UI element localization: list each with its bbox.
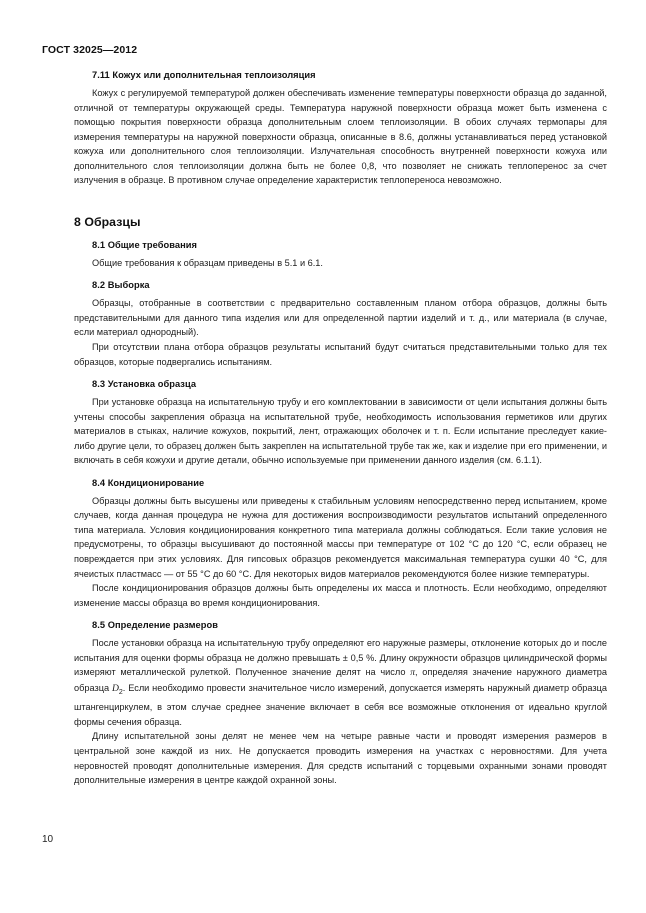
variable-outer-diameter [112, 683, 123, 694]
section-8-5 [74, 620, 607, 787]
section-8-1-paragraph-1: Общие требования к образцам приведены в 5.1 и 6.1. [92, 257, 323, 268]
section-8-1 [74, 240, 607, 271]
pi-symbol: π [410, 667, 415, 679]
section-8-3-paragraph-1: При установке образца на испытательную трубу и его комплектовании в зависимости от цели испытания должны быть учтены способы закрепления образца на испытательной трубе, необходимость использования герметиков или других материалов в стыках, наличие кожухов, покрытий, лент, отражающих оболочек и т. п. Если испытание преследует какие-либо другие цели, то образец должен быть закреплен на испытательной трубе так же, как и изделие при его применении, и включать в себя кожухи и другие детали, обычно используемые при применении данного изделия (см. 6.1.1). [74, 397, 607, 466]
section-heading-8-2: 8.2 Выборка [92, 280, 150, 291]
section-heading-7-11: 7.11 Кожух или дополнительная теплоизоляция [92, 70, 316, 80]
variable-subscript: 2 [118, 688, 123, 696]
section-8-5-paragraph-1 [74, 636, 607, 729]
section-7-11 [74, 70, 607, 188]
section-8 [74, 215, 607, 229]
section-8-2-paragraph-1: Образцы, отобранные в соответствии с предварительно составленным планом отбора образцов, должны быть представительными для данного типа изделия или для определенной партии изделий и т. д., или материала (в случае, если материал однородный). [74, 298, 607, 338]
text-run-before: После установки образца на испытательную трубу определяют его наружные размеры, отклонение которых до и после испытания для оценки формы образца не должно превышать ± 0,5 %. Длину окружности образцов цилиндрической формы измеряют металлической рулеткой. Полученное значение делят на число [74, 638, 607, 678]
section-heading-8-4: 8.4 Кондиционирование [92, 477, 205, 488]
section-7-11-paragraph-1: Кожух с регулируемой температурой должен обеспечивать изменение температуры поверхности образца до заданной, отличной от температуры окружающей среды. Температура наружной поверхности образца может быть изменена с помощью покрытия поверхности образца дополнительным слоем теплоизоляции. В обоих случаях термопары для измерения температуры на наружной поверхности образца, описанные в 8.6, должны устанавливаться перед установкой кожуха или дополнительного слоя теплоизоляции. Излучательная способность внутренней поверхности кожуха или дополнительного слоя теплоизоляции должна быть не более 0,8, что позволяет не снижать теплоперенос за счет излучения в образце. В противном случае определение характеристик теплопереноса невозможно. [74, 88, 607, 186]
section-8-4-paragraph-1: Образцы должны быть высушены или приведены к стабильным условиям непосредственно перед испытанием, кроме случаев, когда данная процедура не нужна для достижения воспроизводимости результатов испытаний определенного типа материала. Условия кондиционирования конкретного типа материала должны соблюдаться. Если такие условия не предусмотрены, то образцы высушивают до постоянной массы при температуре от 102 °С до 120 °С, если образец не повреждается при этих условиях. Для гипсовых образцов рекомендуется максимальная температура сушки 40 °С, для ячеистых пластмасс — от 55 °С до 60 °С. Для некоторых видов материалов рекомендуются более низкие температуры. [74, 495, 607, 579]
section-heading-8-5: 8.5 Определение размеров [92, 620, 218, 631]
section-8-2 [74, 280, 607, 369]
page-content [74, 70, 607, 788]
spacer [74, 188, 607, 201]
variable-letter: D [111, 682, 119, 694]
section-8-4-paragraph-2: После кондиционирования образцов должны быть определены их масса и плотность. Если необходимо, определяют изменение массы образца во время кондиционирования. [74, 583, 607, 608]
section-heading-8-1: 8.1 Общие требования [92, 239, 198, 250]
text-run-after: . Если необходимо провести значительное число измерений, допускается измерять наружный диаметр образца штангенциркулем, в этом случае среднее значение включает в себя все возможные отклонения от идеально круглой формы сечения образца. [74, 682, 607, 727]
running-head-standard-number: ГОСТ 32025—2012 [42, 44, 138, 56]
section-8-4 [74, 478, 607, 610]
section-heading-8-3: 8.3 Установка образца [92, 379, 197, 390]
section-8-5-paragraph-2: Длину испытательной зоны делят не менее чем на четыре равные части и проводят измерения размеров в центральной зоне каждой из них. Не допускается проводить измерения на участках с неровностями. Для учета неровностей проводят дополнительные измерения. Для средств испытаний с торцевыми охранными зонами проводят дополнительные измерения в центре каждой охранной зоны. [74, 731, 607, 786]
page-number: 10 [42, 834, 54, 845]
section-8-3 [74, 379, 607, 468]
text-run-middle: , определяя значение наружного диаметра образца [74, 667, 608, 693]
section-8-2-paragraph-2: При отсутствии плана отбора образцов результаты испытаний будут считаться представительными только для тех образцов, которые подвергались испытаниям. [74, 342, 607, 367]
section-heading-8: 8 Образцы [74, 214, 141, 229]
